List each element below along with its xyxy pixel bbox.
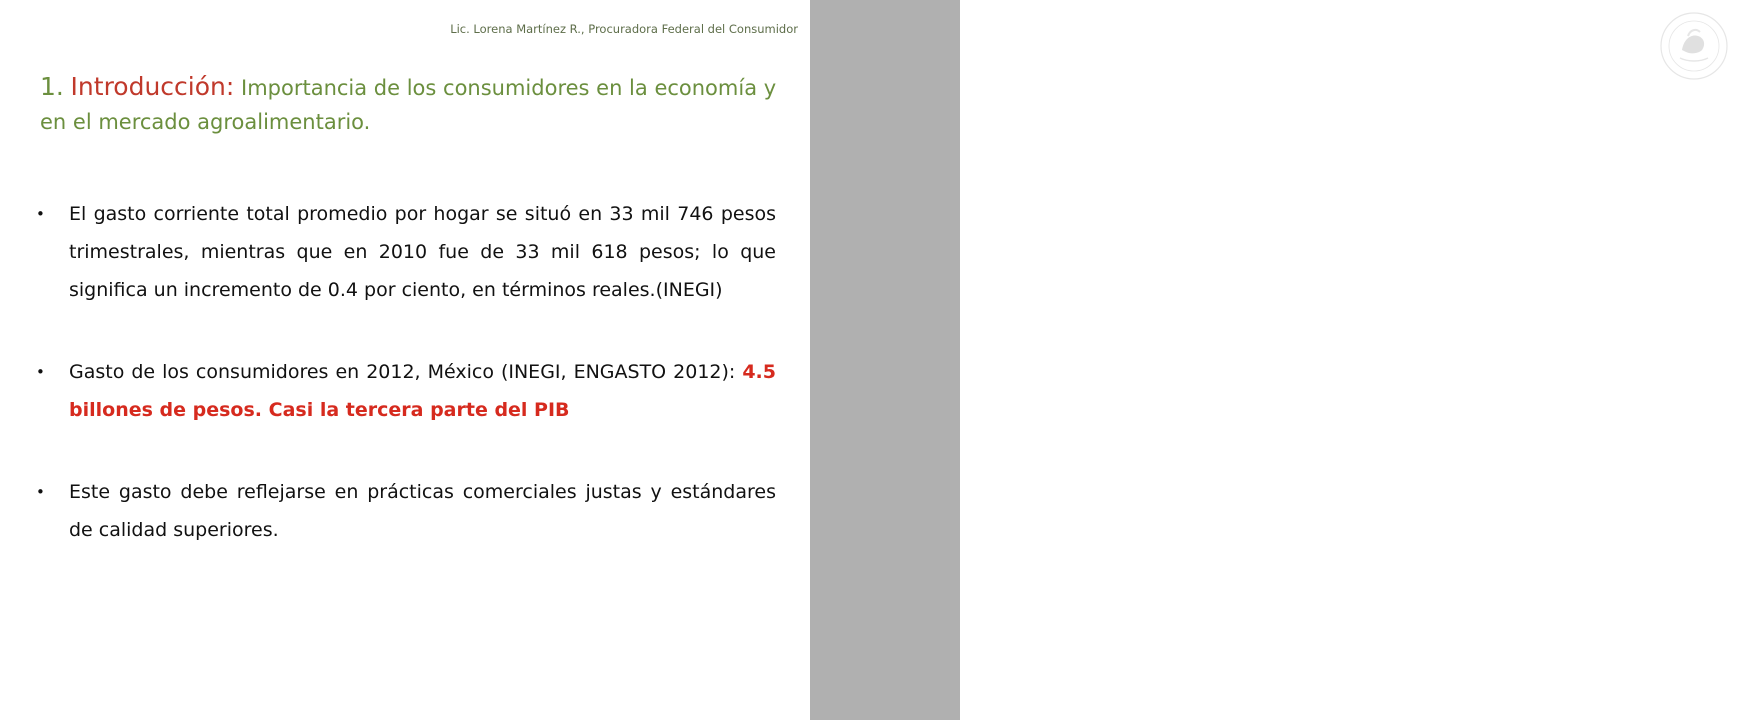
bullet-text: Este gasto debe reflejarse en prácticas comerciales justas y estándares de calidad superiores. — [69, 481, 776, 541]
logo-name: PROFECO — [1644, 92, 1752, 114]
profeco-logo — [1644, 92, 1752, 130]
bullet-text: El gasto corriente total promedio por hogar se situó en 33 mil 746 pesos trimestrales, mientras que en 2010 fue de 33 mil 618 pesos; lo que significa un incremento de 0.4 por ciento, en términos reales.(INEGI) — [69, 203, 776, 301]
bullet-item — [36, 195, 776, 309]
bullet-dot-icon: • — [36, 363, 45, 381]
sidebar-panel — [810, 0, 1752, 720]
bullet-item — [36, 473, 776, 549]
title-subtitle: Importancia de los consumidores en la economía y en el mercado agroalimentario. — [40, 76, 777, 134]
logo-subtitle-1: PROCURADURÍA FEDERAL — [1658, 116, 1738, 122]
title-number: 1. — [40, 72, 64, 101]
bullet-item — [36, 353, 776, 429]
mexican-coat-of-arms-seal-icon — [1658, 10, 1730, 82]
logo-subtitle-2: DEL CONSUMIDOR — [1669, 123, 1727, 129]
slide-title — [40, 70, 800, 139]
bullet-list — [36, 195, 776, 593]
title-heading: Introducción: — [70, 72, 235, 101]
bullet-highlight: 4.5 billones de pesos. Casi la tercera parte del PIB — [69, 361, 776, 421]
author-line: Lic. Lorena Martínez R., Procuradora Federal del Consumidor — [450, 22, 798, 36]
bullet-text: Gasto de los consumidores en 2012, México (INEGI, ENGASTO 2012): — [69, 361, 743, 383]
bullet-dot-icon: • — [36, 205, 45, 223]
bullet-dot-icon: • — [36, 483, 45, 501]
